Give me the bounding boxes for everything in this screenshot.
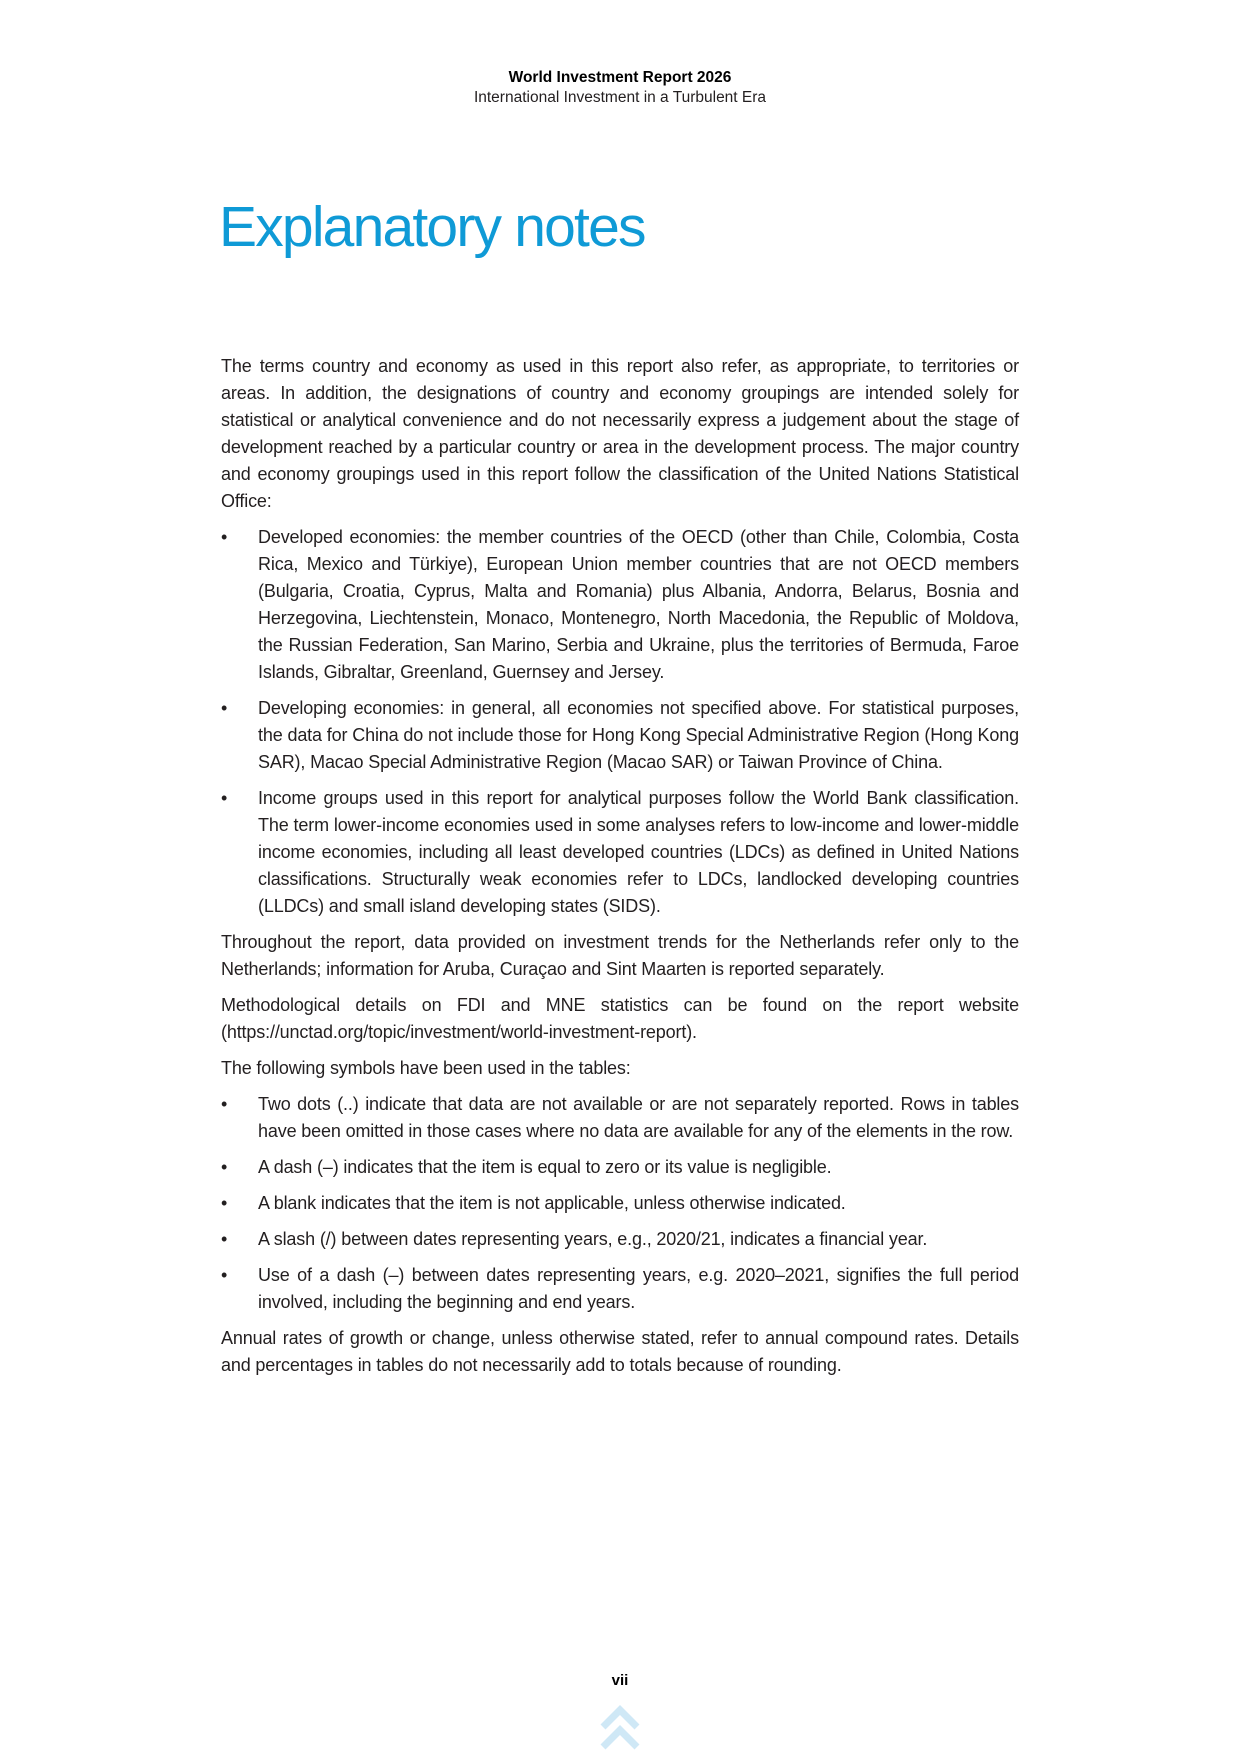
methodology-paragraph: Methodological details on FDI and MNE statistics can be found on the report website (https://unctad.org/topic/investment/world-investment-report). [221, 995, 1019, 1042]
netherlands-paragraph: Throughout the report, data provided on investment trends for the Netherlands refer only to the Netherlands; information for Aruba, Curaçao and Sint Maarten is reported separately. [221, 932, 1019, 979]
bullet: • [221, 1157, 228, 1177]
list-item [221, 1154, 1019, 1181]
bullet: • [221, 698, 228, 718]
intro-paragraph: The terms country and economy as used in this report also refer, as appropriate, to territories or areas. In addition, the designations of country and economy groupings are intended solely for statistical or analytical convenience and do not necessarily express a judgement about the stage of development reached by a particular country or area in the development process. The major country and economy groupings used in this report follow the classification of the United Nations Statistical Office: [221, 356, 1019, 511]
bullet: • [221, 1193, 228, 1213]
list-item-text: Income groups used in this report for analytical purposes follow the World Bank classification. The term lower-income economies used in some analyses refers to low-income and lower-middle income economies, including all least developed countries (LDCs) as defined in United Nations classifications. Structurally weak economies refer to LDCs, landlocked developing countries (LLDCs) and small island developing states (SIDS). [258, 788, 1019, 916]
bullet: • [221, 1094, 228, 1114]
closing-paragraph: Annual rates of growth or change, unless otherwise stated, refer to annual compound rates. Details and percentages in tables do not necessarily add to totals because of rounding. [221, 1328, 1019, 1375]
bullet: • [221, 1229, 228, 1249]
running-header [0, 68, 1240, 108]
list-item-text: A blank indicates that the item is not applicable, unless otherwise indicated. [258, 1193, 846, 1213]
page-number: vii [611, 1672, 629, 1689]
report-title: World Investment Report 2026 [508, 69, 732, 86]
double-chevron-up-svg [600, 1703, 640, 1753]
list-item [221, 1190, 1019, 1217]
chevron-lower [603, 1730, 637, 1747]
list-item-text: Two dots (..) indicate that data are not available or are not separately reported. Rows in tables have been omitted in those cases where no data are available for any of the elements in the row. [258, 1094, 1019, 1141]
bullet: • [221, 788, 228, 808]
list-item [221, 695, 1019, 776]
list-item [221, 1226, 1019, 1253]
body-text [221, 353, 1019, 1388]
double-chevron-up-icon[interactable] [600, 1703, 640, 1753]
report-subtitle: International Investment in a Turbulent Era [473, 89, 767, 106]
symbols-list [221, 1091, 1019, 1316]
list-item [221, 524, 1019, 686]
chevron-upper [603, 1710, 637, 1727]
list-item-text: Use of a dash (–) between dates representing years, e.g. 2020–2021, signifies the full period involved, including the beginning and end years. [258, 1265, 1019, 1312]
list-item [221, 1091, 1019, 1145]
symbols-intro: The following symbols have been used in the tables: [221, 1058, 631, 1078]
list-item [221, 785, 1019, 920]
list-item-text: Developed economies: the member countries of the OECD (other than Chile, Colombia, Costa Rica, Mexico and Türkiye), European Union member countries that are not OECD members (Bulgaria, Croatia, Cyprus, Malta and Romania) plus Albania, Andorra, Belarus, Bosnia and Herzegovina, Liechtenstein, Monaco, Montenegro, North Macedonia, the Republic of Moldova, the Russian Federation, San Marino, Serbia and Ukraine, plus the territories of Bermuda, Faroe Islands, Gibraltar, Greenland, Guernsey and Jersey. [258, 527, 1019, 682]
groupings-list [221, 524, 1019, 920]
list-item-text: Developing economies: in general, all economies not specified above. For statistical purposes, the data for China do not include those for Hong Kong Special Administrative Region (Hong Kong SAR), Macao Special Administrative Region (Macao SAR) or Taiwan Province of China. [258, 698, 1019, 772]
list-item-text: A dash (–) indicates that the item is equal to zero or its value is negligible. [258, 1157, 832, 1177]
list-item [221, 1262, 1019, 1316]
bullet: • [221, 1265, 228, 1285]
list-item-text: A slash (/) between dates representing years, e.g., 2020/21, indicates a financial year. [258, 1229, 928, 1249]
page-title: Explanatory notes [219, 195, 645, 259]
bullet: • [221, 527, 228, 547]
